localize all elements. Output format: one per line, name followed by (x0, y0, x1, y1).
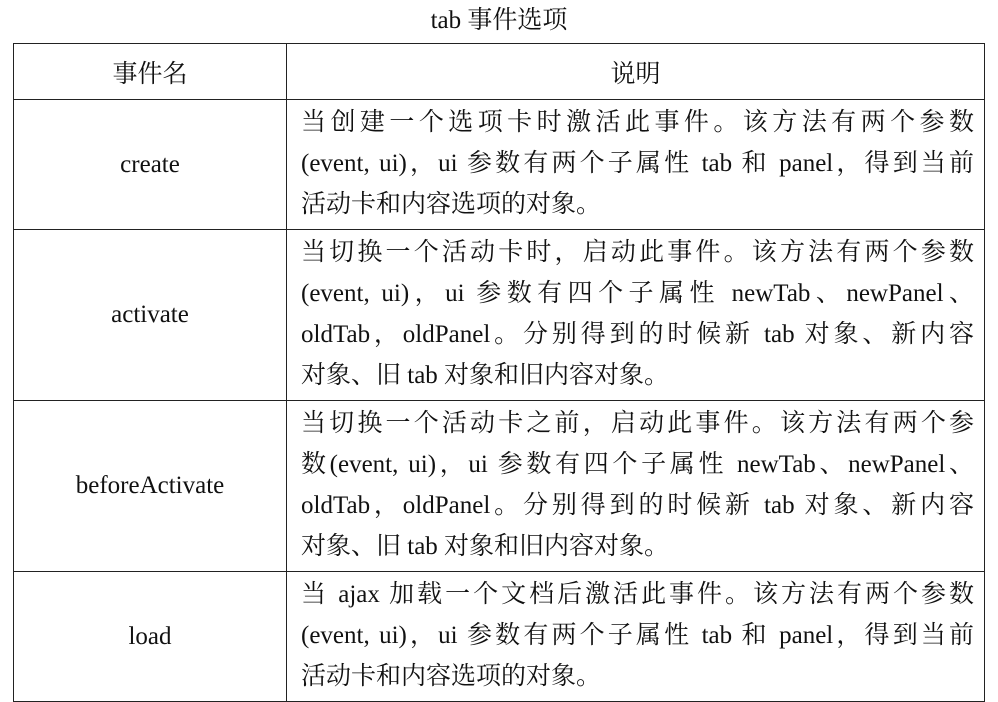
description-line: 数(event, ui)，ui 参数有四个子属性 newTab、newPanel、 (301, 451, 974, 478)
description-line: oldTab，oldPanel。分别得到的时候新 tab 对象、新内容 (301, 492, 974, 519)
description-line: (event, ui)，ui 参数有两个子属性 tab 和 panel，得到当前 (301, 150, 974, 177)
description-line: 当切换一个活动卡时，启动此事件。该方法有两个参数 (301, 239, 974, 266)
description-line: 当 ajax 加载一个文档后激活此事件。该方法有两个参数 (301, 581, 974, 608)
event-name-cell: load (14, 572, 287, 702)
description-line: 活动卡和内容选项的对象。 (301, 663, 602, 690)
table-row (14, 401, 985, 572)
table-caption: tab 事件选项 (430, 7, 568, 34)
table-row (14, 230, 985, 401)
event-description-cell (287, 100, 985, 230)
description-line: 当创建一个选项卡时激活此事件。该方法有两个参数 (301, 109, 974, 136)
description-line: 对象、旧 tab 对象和旧内容对象。 (301, 362, 670, 389)
table-header-row (14, 44, 985, 100)
event-name-cell: create (14, 100, 287, 230)
event-name-cell: beforeActivate (14, 401, 287, 572)
description-line: 当切换一个活动卡之前，启动此事件。该方法有两个参 (301, 410, 974, 437)
description-line: oldTab，oldPanel。分别得到的时候新 tab 对象、新内容 (301, 321, 974, 348)
header-description: 说明 (287, 44, 985, 100)
header-event-name: 事件名 (14, 44, 287, 100)
description-line: (event, ui)，ui 参数有四个子属性 newTab、newPanel、 (301, 280, 974, 307)
event-description-cell (287, 401, 985, 572)
event-description-cell (287, 230, 985, 401)
description-line: (event, ui)，ui 参数有两个子属性 tab 和 panel，得到当前 (301, 622, 974, 649)
table-row (14, 100, 985, 230)
table-row (14, 572, 985, 702)
event-name-cell: activate (14, 230, 287, 401)
description-line: 活动卡和内容选项的对象。 (301, 191, 602, 218)
tab-events-table (13, 43, 985, 702)
event-description-cell (287, 572, 985, 702)
description-line: 对象、旧 tab 对象和旧内容对象。 (301, 533, 670, 560)
